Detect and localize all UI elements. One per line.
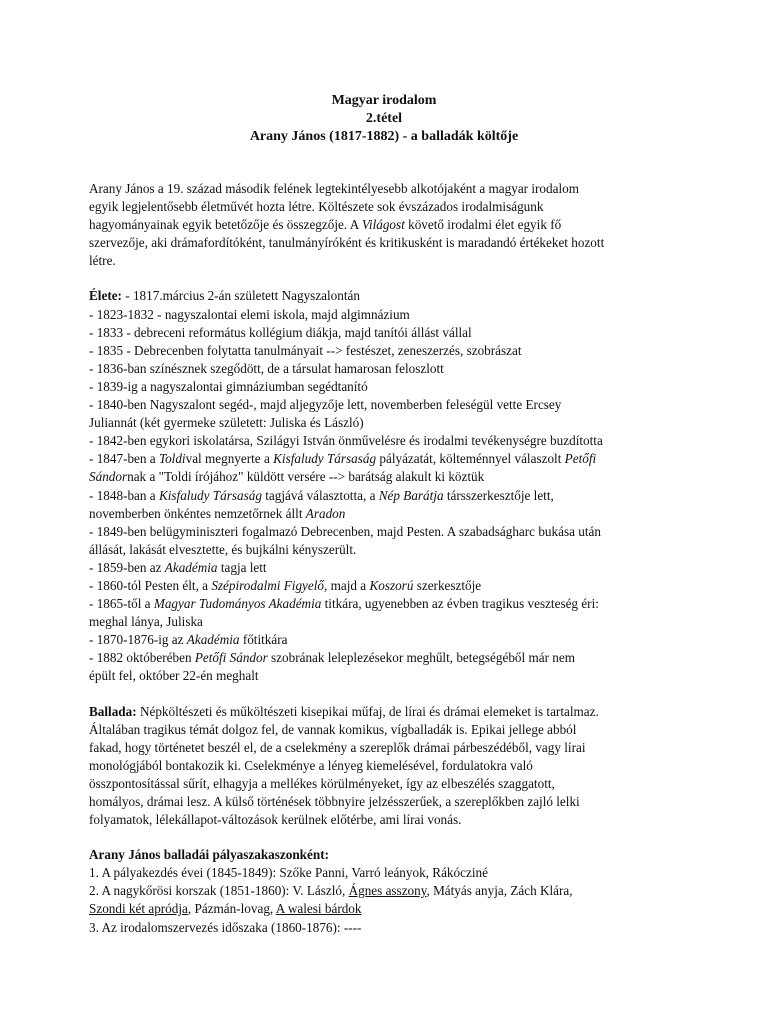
period-item: 2. A nagykőrösi korszak (1851-1860): V. László, Ágnes asszony, Mátyás anyja, Zách Klára, (89, 883, 573, 899)
ballad-link-szondi: Szondi két apródja (89, 901, 188, 917)
period-item: 3. Az irodalomszervezés időszaka (1860-1876): ---- (89, 919, 362, 935)
biography-line: épült fel, október 22-én meghalt (89, 668, 259, 684)
biography-heading: Élete: (89, 288, 122, 304)
period-item: Szondi két apródja, Pázmán-lovag, A walesi bárdok (89, 901, 362, 917)
ballad-line: összpontosítással sűrít, elhagyja a mellékes körülményeket, így az elbeszélés szaggatott, (89, 775, 555, 791)
biography-line: - 1882 októberében Petőfi Sándor szobrának leleplezésekor meghűlt, betegségéből már nem (89, 650, 575, 666)
document-body (89, 180, 689, 937)
intro-line: hagyományainak egyik betetőzője és összegzője. A Világost követő irodalmi élet egyik fő (89, 217, 562, 233)
topic-number: 2.tétel (365, 111, 403, 126)
biography-line: - 1847-ben a Toldival megnyerte a Kisfaludy Társaság pályázatát, költeménnyel válaszolt Petőfi (89, 451, 597, 467)
biography-line: - 1848-ban a Kisfaludy Társaság tagjává választotta, a Nép Barátja társszerkesztője lett, (89, 487, 554, 503)
ballad-line: folyamatok, lélekállapot-változások kerülnek előtérbe, ami lírai vonás. (89, 812, 462, 828)
ballad-line: monológjából bontakozik ki. Cselekménye a lényeg kiemelésével, fordulatokra való (89, 757, 533, 773)
ballad-line: fakad, hogy történetet beszél el, de a cselekmény a szereplők drámai párbeszédéből, vagy lírai (89, 739, 586, 755)
biography-line: - 1865-től a Magyar Tudományos Akadémia titkára, ugyenebben az évben tragikus veszteség éri: (89, 596, 599, 612)
biography-line: - 1870-1876-ig az Akadémia főtitkára (89, 632, 288, 648)
biography-line: - 1859-ben az Akadémia tagja lett (89, 559, 267, 575)
document-header (0, 92, 768, 146)
biography-line: meghal lánya, Juliska (89, 614, 203, 630)
document-title: Arany János (1817-1882) - a balladák költője (249, 129, 519, 144)
ballad-line: homályos, drámai lesz. A külső történések többnyire jelzésszerűek, a szereplőkben zajló lelki (89, 794, 580, 809)
periods-heading: Arany János balladái pályaszakaszonként: (89, 847, 329, 863)
period-item: 1. A pályakezdés évei (1845-1849): Szőke Panni, Varró leányok, Rákócziné (89, 865, 488, 881)
ballad-line: Általában tragikus témát dolgoz fel, de vannak komikus, vígballadák is. Epikai jellege abból (89, 721, 577, 737)
biography-line: - 1840-ben Nagyszalont segéd-, majd aljegyzője lett, novemberben feleségül vette Ercsey (89, 397, 562, 413)
biography-line: Juliannát (két gyermeke született: Juliska és László) (89, 415, 364, 431)
intro-line: egyik legjelentősebb életművét hozta létre. Költészete sok évszázados irodalmiságunk (89, 199, 544, 215)
ballad-line: Ballada: Népköltészeti és műköltészeti kisepikai műfaj, de lírai és drámai elemeket is tartalmaz. (89, 703, 599, 719)
biography-line: - 1860-tól Pesten élt, a Szépirodalmi Figyelő, majd a Koszorú szerkesztője (89, 577, 482, 593)
biography-line: állását, lakását elvesztette, és bujkálni kényszerült. (89, 541, 357, 557)
biography-line: - 1833 - debreceni református kollégium diákja, majd tanítói állást vállal (89, 324, 472, 340)
biography-line: - 1849-ben belügyminiszteri fogalmazó Debrecenben, majd Pesten. A szabadságharc bukása után (89, 523, 601, 539)
biography-section (89, 287, 689, 685)
biography-line: Élete: - 1817.március 2-án született Nagyszalontán (89, 288, 360, 304)
ballad-link-agnes: Ágnes asszony (348, 883, 427, 899)
biography-line: - 1823-1832 - nagyszalontai elemi iskola, majd algimnázium (89, 306, 410, 322)
ballad-link-walesi: A walesi bárdok (275, 901, 362, 917)
biography-line: - 1835 - Debrecenben folytatta tanulmányait --> festészet, zeneszerzés, szobrászat (89, 342, 522, 358)
intro-line: Arany János a 19. század második felének legtekintélyesebb alkotójaként a magyar irodalom (89, 181, 579, 196)
biography-line: - 1839-ig a nagyszalontai gimnáziumban segédtanító (89, 378, 368, 394)
intro-line: szervezője, aki drámafordítóként, tanulmányíróként és kritikusként is maradandó értékeket hozott (89, 235, 605, 251)
intro-line: létre. (89, 253, 116, 269)
biography-line: novemberben önkéntes nemzetőrnek állt Aradon (89, 505, 346, 521)
intro-paragraph (89, 180, 689, 270)
ballad-periods (89, 846, 689, 936)
biography-line: - 1836-ban színésznek szegődött, de a társulat hamarosan feloszlott (89, 360, 444, 376)
ballad-heading: Ballada: (89, 703, 137, 719)
biography-line: Sándornak a "Toldi írójához" küldött versére --> barátság alakult ki köztük (89, 469, 485, 485)
biography-line: - 1842-ben egykori iskolatársa, Szilágyi István önművelésre és irodalmi tevékenységre buzdította (89, 433, 603, 449)
subject-title: Magyar irodalom (331, 93, 437, 108)
ballad-definition (89, 703, 689, 830)
